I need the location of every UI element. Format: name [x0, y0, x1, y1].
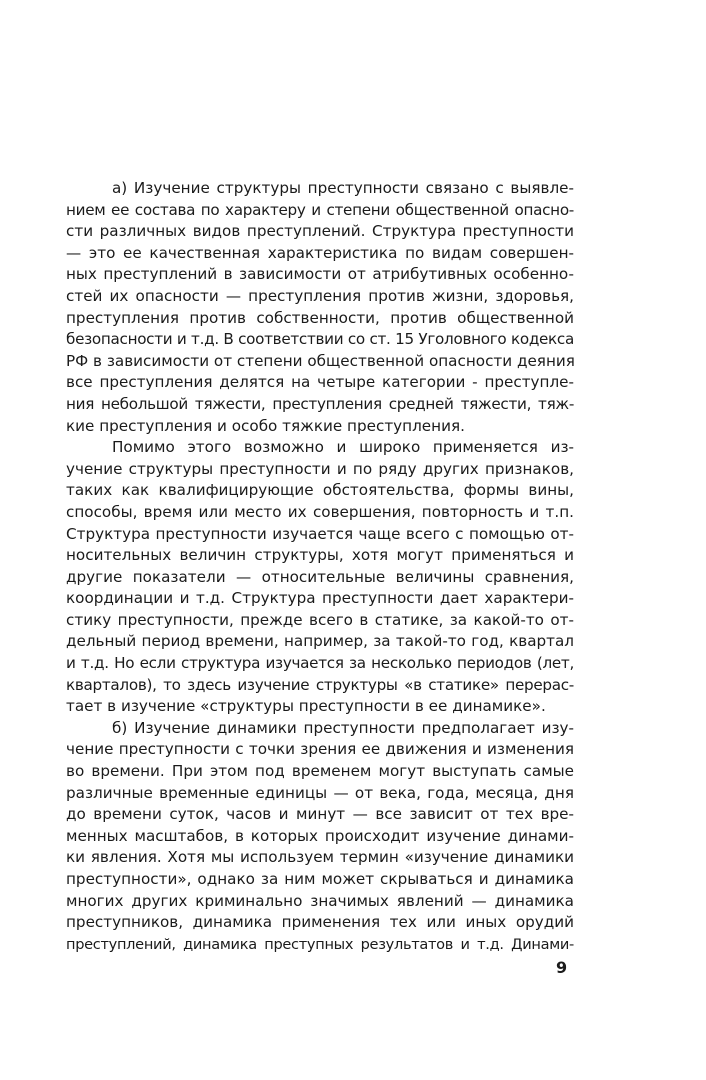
- text-line: ния небольшой тяжести, преступления средней тяжести, тяж-: [66, 394, 574, 413]
- text-line: стику преступности, прежде всего в статике, за какой-то от-: [66, 610, 574, 629]
- text-line: учение структуры преступности и по ряду других признаков,: [66, 459, 574, 478]
- text-line: преступников, динамика применения тех или иных орудий: [66, 913, 574, 932]
- text-line: стей их опасности — преступления против жизни, здоровья,: [66, 286, 574, 305]
- text-line: кварталов), то здесь изучение структуры «в статике» перерас-: [66, 675, 574, 694]
- text-line: дельный период времени, например, за такой-то год, квартал: [66, 632, 574, 651]
- text-line: РФ в зависимости от степени общественной опасности деяния: [66, 351, 575, 370]
- text-line: и т.д. Но если структура изучается за несколько периодов (лет,: [66, 654, 574, 673]
- text-line: преступности», однако за ним может скрываться и динамика: [66, 870, 574, 888]
- text-line: координации и т.д. Структура преступности дает характери-: [66, 589, 574, 608]
- text-line: ных преступлений в зависимости от атрибутивных особеннo-: [66, 265, 574, 284]
- text-line: другие показатели — относительные величины сравнения,: [66, 567, 574, 586]
- text-line: многих других криминально значимых явлений — динамика: [66, 891, 574, 910]
- text-line: тает в изучение «структуры преступности в ее динамике».: [66, 697, 546, 716]
- text-line: Структура преступности изучается чаще всего с помощью от-: [66, 524, 574, 543]
- text-line: таких как квалифицирующие обстоятельства, формы вины,: [66, 481, 574, 500]
- text-line: а) Изучение структуры преступности связано с выявле-: [112, 179, 574, 197]
- text-line: менных масштабов, в которых происходит изучение динами-: [66, 826, 574, 845]
- text-line: Помимо этого возможно и широко применяется из-: [112, 438, 574, 457]
- text-line: до времени суток, часов и минут — все зависит от тех вре-: [66, 805, 574, 824]
- text-line: носительных величин структуры, хотя могут применяться и: [66, 546, 574, 565]
- text-line: способы, время или место их совершения, повторность и т.п.: [66, 502, 574, 521]
- text-line: все преступления делятся на четыре категории - преступле-: [66, 373, 574, 392]
- text-line: б) Изучение динамики преступности предполагает изу-: [112, 718, 574, 737]
- text-line: безопасности и т.д. В соответствии со ст. 15 Уголовного кодекса: [66, 330, 574, 349]
- page-number: 9: [556, 958, 568, 977]
- text-line: различные временные единицы — от века, года, месяца, дня: [66, 783, 574, 802]
- text-line: кие преступления и особо тяжкие преступления.: [66, 416, 465, 435]
- text-line: преступлений, динамика преступных результатов и т.д. Динами-: [66, 935, 574, 953]
- text-line: нием ее состава по характеру и степени общественной опасно-: [66, 200, 574, 219]
- text-line: сти различных видов преступлений. Структура преступности: [66, 222, 574, 241]
- page-text: [66, 178, 574, 955]
- text-line: — это ее качественная характеристика по видам совершен-: [66, 243, 574, 262]
- text-line: ки явления. Хотя мы используем термин «изучение динамики: [66, 848, 574, 867]
- text-line: во времени. При этом под временем могут выступать самые: [66, 762, 574, 781]
- text-line: чение преступности с точки зрения ее движения и изменения: [66, 740, 574, 759]
- text-line: преступления против собственности, против общественной: [66, 308, 574, 327]
